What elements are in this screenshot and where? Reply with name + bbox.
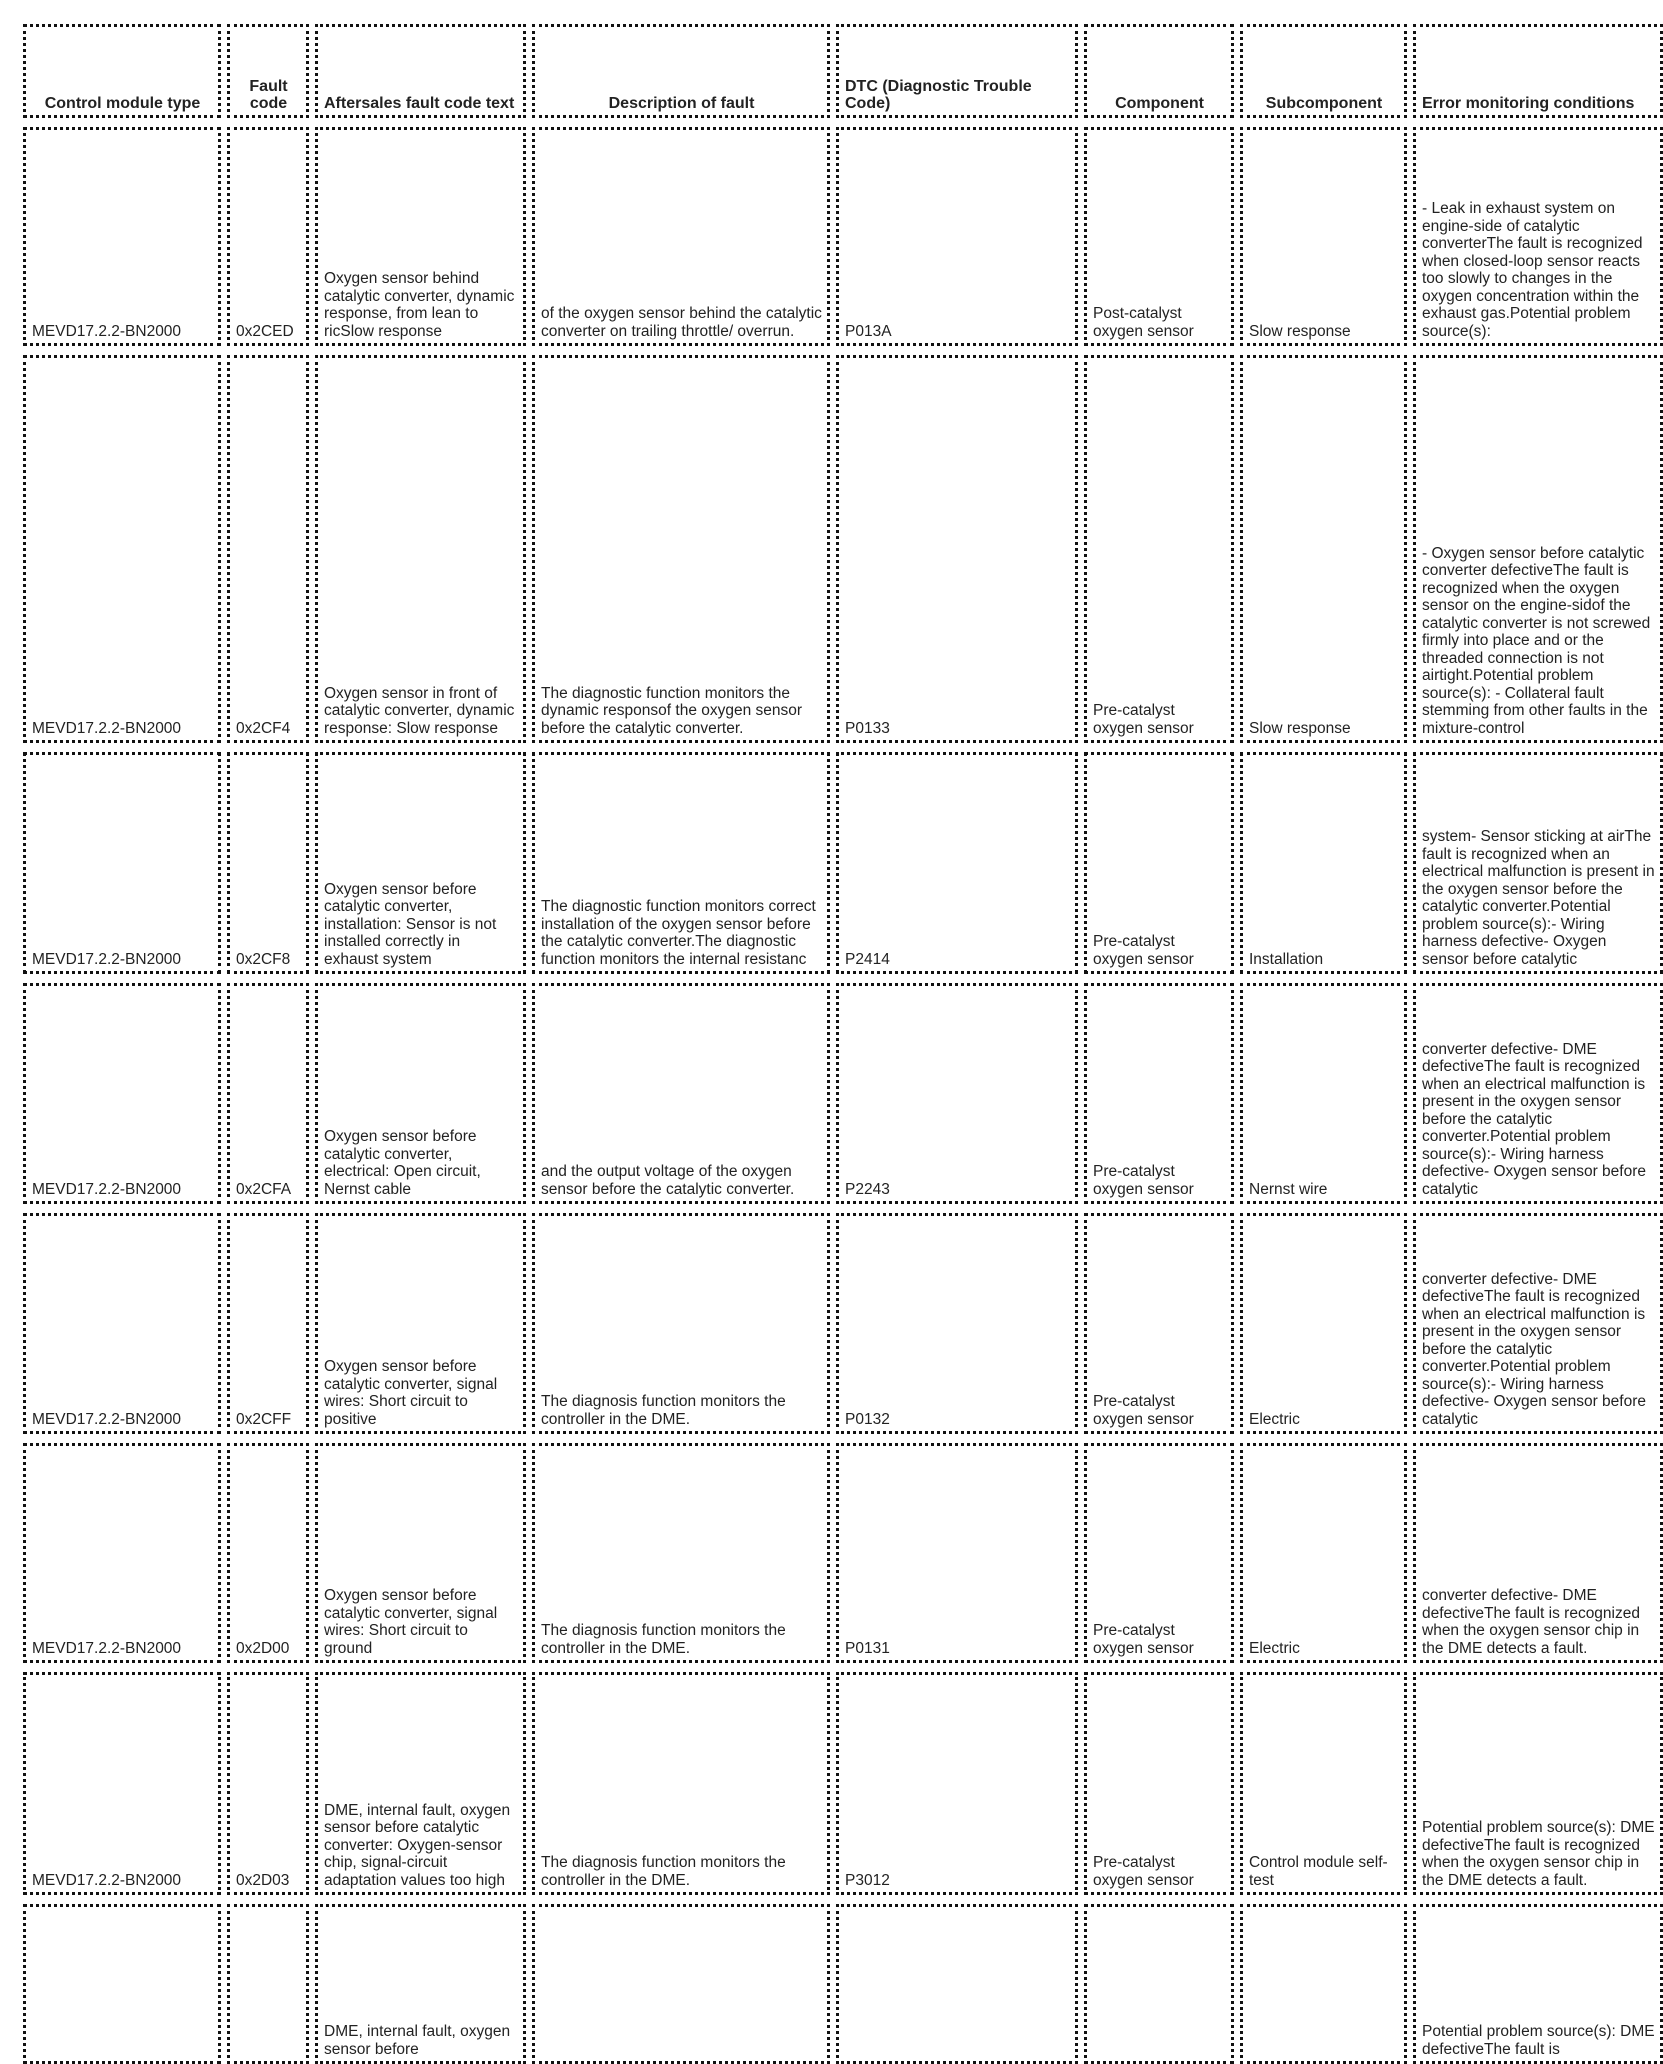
- cell-control-module-type: MEVD17.2.2-BN2000: [23, 127, 221, 346]
- cell-aftersales-text: Oxygen sensor before catalytic converter, installation: Sensor is not installed correctly in exhaust system: [315, 752, 526, 974]
- cell-component: [1084, 1904, 1234, 2064]
- cell-description: of the oxygen sensor behind the catalytic converter on trailing throttle/ overrun.: [532, 127, 830, 346]
- header-error-monitoring-conditions: Error monitoring conditions: [1413, 24, 1663, 118]
- cell-error-monitoring-conditions: Potential problem source(s): DME defectiveThe fault is recognized when the oxygen sensor chip in the DME detects a fault.: [1413, 1672, 1663, 1895]
- cell-control-module-type: MEVD17.2.2-BN2000: [23, 1672, 221, 1895]
- cell-aftersales-text: DME, internal fault, oxygen sensor before catalytic converter: Oxygen-sensor chip, signal-circuit adaptation values too high: [315, 1672, 526, 1895]
- cell-description: The diagnosis function monitors the controller in the DME.: [532, 1443, 830, 1663]
- cell-aftersales-text: Oxygen sensor before catalytic converter, electrical: Open circuit, Nernst cable: [315, 983, 526, 1204]
- cell-aftersales-text: Oxygen sensor before catalytic converter, signal wires: Short circuit to ground: [315, 1443, 526, 1663]
- cell-subcomponent: Installation: [1240, 752, 1407, 974]
- cell-description: [532, 1904, 830, 2064]
- cell-description: The diagnosis function monitors the controller in the DME.: [532, 1213, 830, 1434]
- cell-aftersales-text: Oxygen sensor before catalytic converter, signal wires: Short circuit to positive: [315, 1213, 526, 1434]
- cell-fault-code: 0x2CF8: [227, 752, 309, 974]
- cell-subcomponent: Electric: [1240, 1213, 1407, 1434]
- cell-description: The diagnostic function monitors the dynamic responsof the oxygen sensor before the catalytic converter.: [532, 355, 830, 743]
- cell-component: Pre-catalyst oxygen sensor: [1084, 1672, 1234, 1895]
- cell-error-monitoring-conditions: - Oxygen sensor before catalytic converter defectiveThe fault is recognized when the oxygen sensor on the engine-sidof the catalytic converter is not screwed firmly into place and or the threaded connection is not airtight.Potential problem source(s): - Collateral fault stemming from other faults in the mixture-control: [1413, 355, 1663, 743]
- cell-error-monitoring-conditions: Potential problem source(s): DME defectiveThe fault is: [1413, 1904, 1663, 2064]
- cell-dtc: P0132: [836, 1213, 1078, 1434]
- cell-control-module-type: MEVD17.2.2-BN2000: [23, 1213, 221, 1434]
- cell-subcomponent: Slow response: [1240, 355, 1407, 743]
- cell-control-module-type: MEVD17.2.2-BN2000: [23, 355, 221, 743]
- cell-dtc: P0131: [836, 1443, 1078, 1663]
- cell-dtc: P013A: [836, 127, 1078, 346]
- cell-component: Pre-catalyst oxygen sensor: [1084, 752, 1234, 974]
- header-dtc: DTC (Diagnostic Trouble Code): [836, 24, 1078, 118]
- cell-control-module-type: [23, 1904, 221, 2064]
- cell-control-module-type: MEVD17.2.2-BN2000: [23, 752, 221, 974]
- cell-dtc: [836, 1904, 1078, 2064]
- cell-component: Pre-catalyst oxygen sensor: [1084, 1443, 1234, 1663]
- header-subcomponent: Subcomponent: [1240, 24, 1407, 118]
- cell-component: Pre-catalyst oxygen sensor: [1084, 355, 1234, 743]
- cell-subcomponent: Slow response: [1240, 127, 1407, 346]
- cell-error-monitoring-conditions: system- Sensor sticking at airThe fault is recognized when an electrical malfunction is present in the oxygen sensor before the catalytic converter.Potential problem source(s):- Wiring harness defective- Oxygen sensor before catalytic: [1413, 752, 1663, 974]
- cell-aftersales-text: Oxygen sensor in front of catalytic converter, dynamic response: Slow response: [315, 355, 526, 743]
- cell-control-module-type: MEVD17.2.2-BN2000: [23, 1443, 221, 1663]
- header-description: Description of fault: [532, 24, 830, 118]
- cell-fault-code: 0x2CFF: [227, 1213, 309, 1434]
- cell-fault-code: 0x2CFA: [227, 983, 309, 1204]
- cell-fault-code: [227, 1904, 309, 2064]
- cell-error-monitoring-conditions: converter defective- DME defectiveThe fault is recognized when an electrical malfunction is present in the oxygen sensor before the catalytic converter.Potential problem source(s):- Wiring harness defective- Oxygen sensor before catalytic: [1413, 983, 1663, 1204]
- cell-description: The diagnostic function monitors correct installation of the oxygen sensor before the catalytic converter.The diagnostic function monitors the internal resistanc: [532, 752, 830, 974]
- cell-description: The diagnosis function monitors the controller in the DME.: [532, 1672, 830, 1895]
- header-aftersales-text: Aftersales fault code text: [315, 24, 526, 118]
- cell-error-monitoring-conditions: - Leak in exhaust system on engine-side of catalytic converterThe fault is recognized when closed-loop sensor reacts too slowly to changes in the oxygen concentration within the exhaust gas.Potential problem source(s):: [1413, 127, 1663, 346]
- cell-subcomponent: Electric: [1240, 1443, 1407, 1663]
- cell-error-monitoring-conditions: converter defective- DME defectiveThe fault is recognized when the oxygen sensor chip in the DME detects a fault.: [1413, 1443, 1663, 1663]
- cell-component: Pre-catalyst oxygen sensor: [1084, 983, 1234, 1204]
- cell-dtc: P0133: [836, 355, 1078, 743]
- cell-dtc: P3012: [836, 1672, 1078, 1895]
- cell-subcomponent: Nernst wire: [1240, 983, 1407, 1204]
- cell-aftersales-text: Oxygen sensor behind catalytic converter, dynamic response, from lean to ricSlow response: [315, 127, 526, 346]
- cell-fault-code: 0x2D00: [227, 1443, 309, 1663]
- cell-description: and the output voltage of the oxygen sensor before the catalytic converter.: [532, 983, 830, 1204]
- cell-dtc: P2414: [836, 752, 1078, 974]
- cell-subcomponent: Control module self-test: [1240, 1672, 1407, 1895]
- header-control-module-type: Control module type: [23, 24, 221, 118]
- cell-aftersales-text: DME, internal fault, oxygen sensor before: [315, 1904, 526, 2064]
- header-fault-code: Fault code: [227, 24, 309, 118]
- cell-subcomponent: [1240, 1904, 1407, 2064]
- cell-error-monitoring-conditions: converter defective- DME defectiveThe fault is recognized when an electrical malfunction is present in the oxygen sensor before the catalytic converter.Potential problem source(s):- Wiring harness defective- Oxygen sensor before catalytic: [1413, 1213, 1663, 1434]
- cell-fault-code: 0x2D03: [227, 1672, 309, 1895]
- cell-control-module-type: MEVD17.2.2-BN2000: [23, 983, 221, 1204]
- cell-component: Post-catalyst oxygen sensor: [1084, 127, 1234, 346]
- cell-fault-code: 0x2CED: [227, 127, 309, 346]
- header-component: Component: [1084, 24, 1234, 118]
- cell-component: Pre-catalyst oxygen sensor: [1084, 1213, 1234, 1434]
- cell-dtc: P2243: [836, 983, 1078, 1204]
- cell-fault-code: 0x2CF4: [227, 355, 309, 743]
